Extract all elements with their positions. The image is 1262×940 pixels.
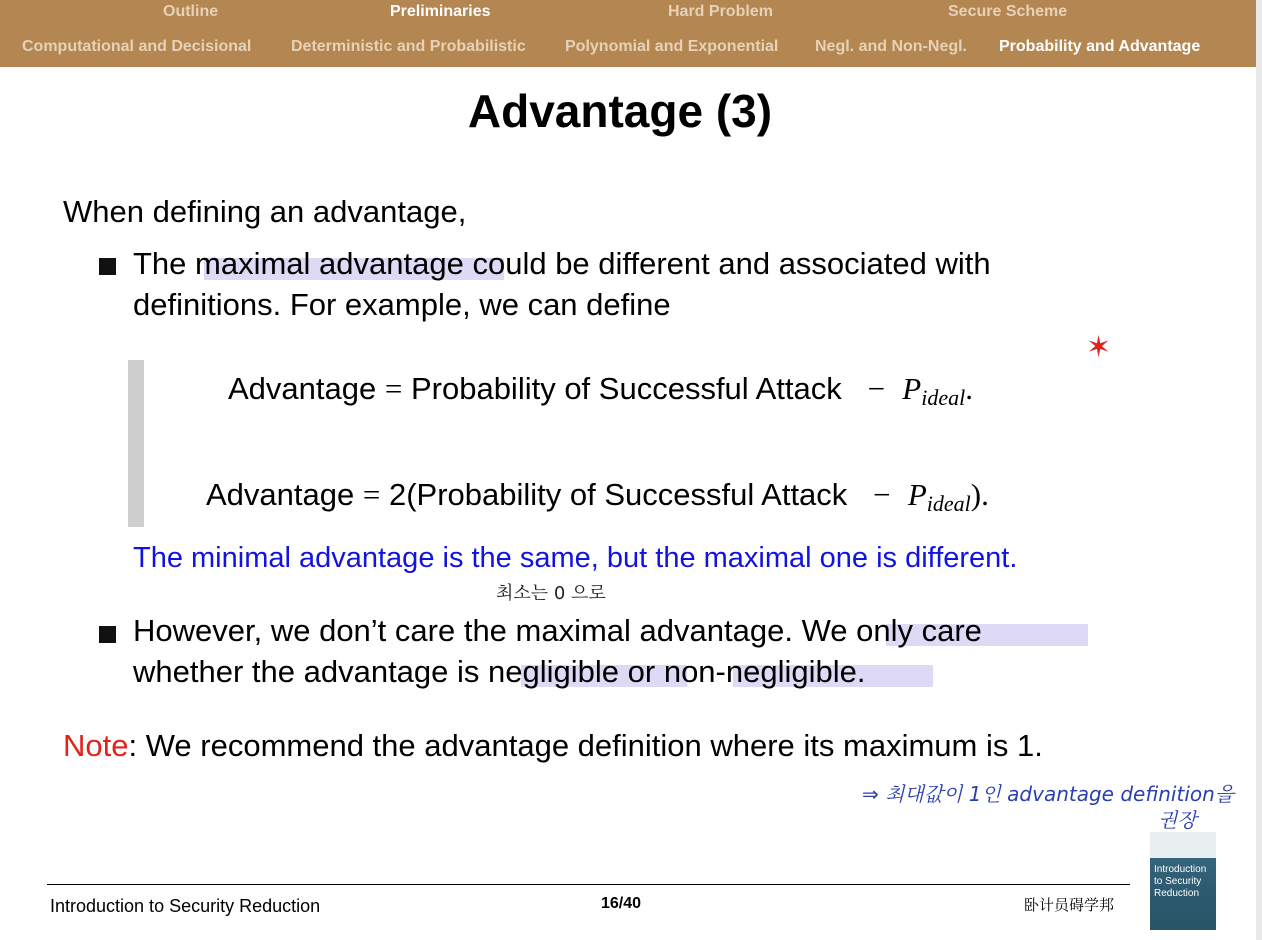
nav-sub-probability-advantage[interactable]: Probability and Advantage: [999, 38, 1201, 55]
nav-sub-negligible[interactable]: Negl. and Non-Negl.: [815, 38, 967, 55]
navigation-bar: [0, 0, 1256, 67]
book-cover-image: [1150, 832, 1216, 930]
slide-title: Advantage (3): [467, 85, 773, 137]
negligible-phrase: negligible: [488, 654, 620, 689]
note-line: [63, 728, 1043, 764]
handwritten-annotation-recommend: 권장: [1158, 808, 1197, 832]
star-annotation: ✶: [1086, 331, 1112, 364]
nav-section-outline[interactable]: Outline: [163, 3, 219, 20]
book-cover-title: Introduction to Security Reduction: [1154, 864, 1207, 899]
footer-divider: [47, 884, 1130, 885]
equation-1: Advantage = Probability of Successful Attack − Pideal.: [228, 371, 973, 410]
non-negligible-phrase: non-negligible: [663, 654, 857, 689]
maximal-advantage-phrase: maximal advantage: [195, 246, 464, 281]
handwritten-annotation-min: 최소는 0 으로: [496, 583, 606, 604]
footer-title: Introduction to Security Reduction: [50, 896, 321, 916]
equation-2: Advantage = 2(Probability of Successful Attack − Pideal).: [206, 477, 989, 516]
bullet-marker: [99, 258, 116, 275]
book-cover-header: [1150, 832, 1216, 858]
bullet2-line1: However, we don’t care the maximal advantage. We only care: [133, 613, 982, 648]
intro-text: When defining an advantage,: [63, 194, 467, 229]
note-text: : We recommend the advantage definition where its maximum is 1.: [128, 728, 1043, 763]
bullet-marker: [99, 626, 116, 643]
bullet1-line2: definitions. For example, we can define: [133, 287, 671, 322]
bullet2-line2: whether the advantage is negligible or non-negligible.: [133, 654, 866, 689]
blue-note: The minimal advantage is the same, but the maximal one is different.: [133, 542, 1018, 574]
nav-section-secure-scheme[interactable]: Secure Scheme: [948, 3, 1068, 20]
nav-sub-computational[interactable]: Computational and Decisional: [22, 38, 252, 55]
nav-sub-deterministic[interactable]: Deterministic and Probabilistic: [291, 38, 526, 55]
page-edge: [1256, 0, 1262, 940]
section-nav-row: [0, 3, 1256, 27]
we-only-care-phrase: We only care: [801, 613, 982, 648]
footer-logo-text: 卧计员碍学邦: [1024, 896, 1115, 914]
nav-section-hard-problem[interactable]: Hard Problem: [668, 3, 773, 20]
bullet1-line1: The maximal advantage could be different and associated with: [133, 246, 991, 281]
quote-bar: [128, 360, 144, 527]
nav-section-preliminaries[interactable]: Preliminaries: [390, 3, 491, 20]
subsection-nav-row: [0, 38, 1256, 62]
handwritten-annotation-max: ⇒ 최대값이 1인 advantage definition을: [862, 782, 1235, 806]
page-number: 16/40: [601, 895, 642, 912]
note-label: Note: [63, 728, 129, 763]
nav-sub-polynomial[interactable]: Polynomial and Exponential: [565, 38, 779, 55]
